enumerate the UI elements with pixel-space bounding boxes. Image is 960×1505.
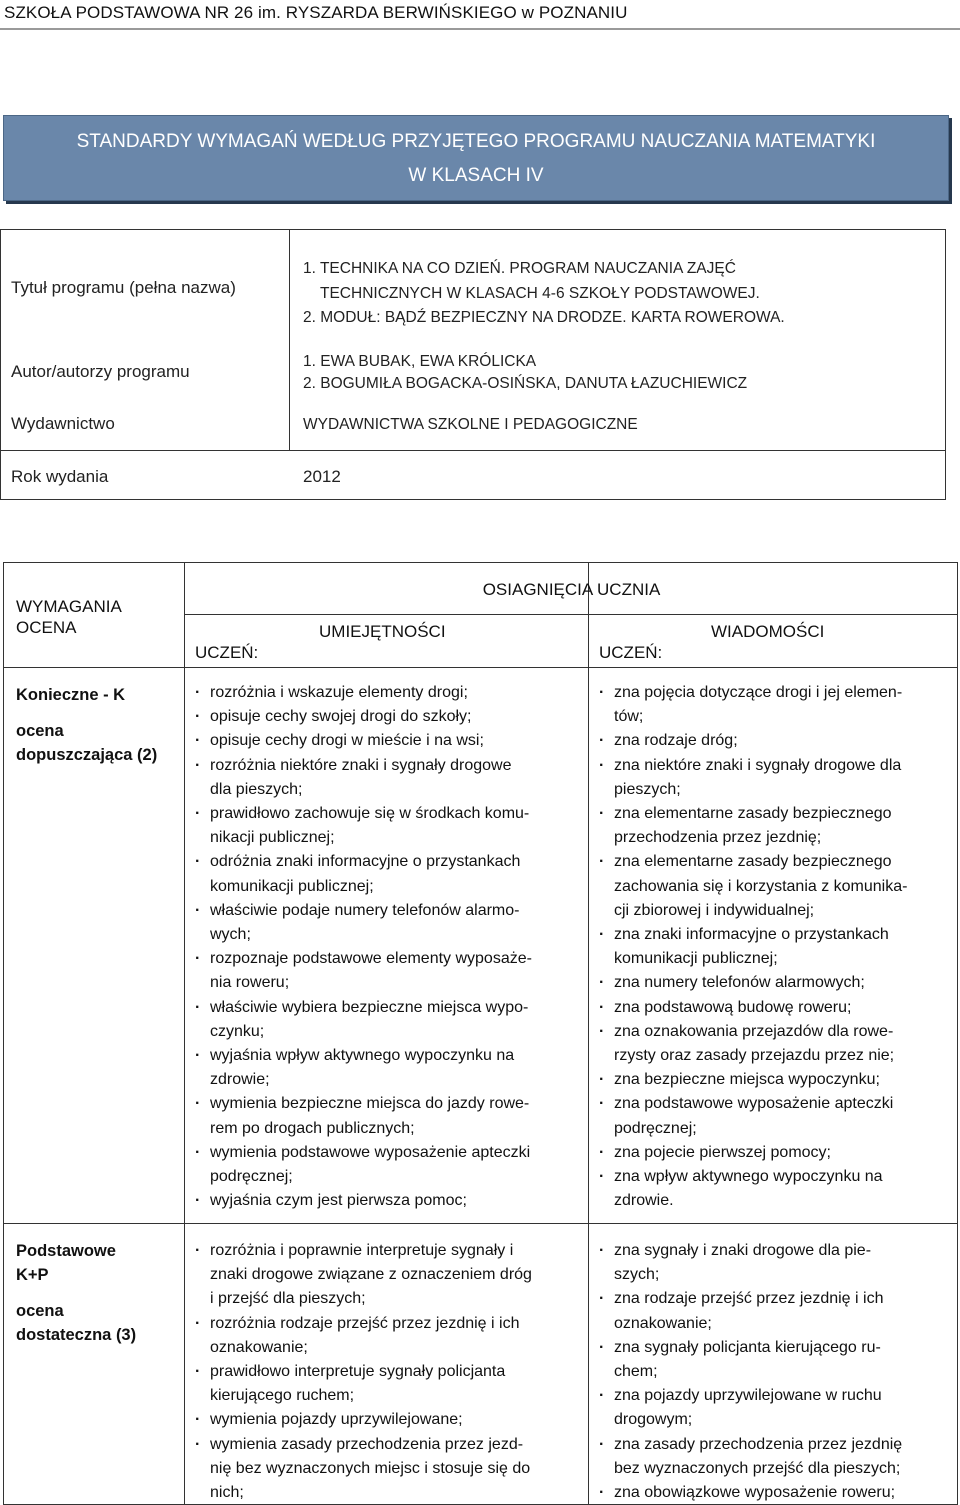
author-line: 2. BOGUMIŁA BOGACKA-OSIŃSKA, DANUTA ŁAZUCHIEWICZ	[303, 375, 748, 392]
knowledge-item: · zna sygnały policjanta kierującego ru-	[598, 1336, 953, 1360]
knowledge-item: · zna zasady przechodzenia przez jezdnię	[598, 1433, 953, 1457]
grade-line: ocena	[16, 722, 64, 740]
skill-item: · wymienia pojazdy uprzywilejowane;	[194, 1408, 586, 1432]
level-name: Podstawowe	[16, 1242, 116, 1260]
requirements-table	[3, 562, 958, 1505]
knowledge-item: oznakowanie;	[614, 1314, 712, 1332]
skills-list-k	[194, 681, 586, 1213]
knowledge-item: · zna pojęcia dotyczące drogi i jej elemen-	[598, 681, 953, 705]
skill-item: · wymienia bezpieczne miejsca do jazdy rowe-	[194, 1092, 586, 1116]
skill-item: nia roweru;	[210, 974, 290, 992]
knowledge-item: · zna podstawową budowę roweru;	[598, 996, 953, 1020]
knowledge-item: zdrowie.	[614, 1192, 674, 1210]
skill-item: · wyjaśnia czym jest pierwsza pomoc;	[194, 1189, 586, 1213]
title-banner	[3, 115, 949, 201]
authors-label: Autor/autorzy programu	[11, 362, 190, 381]
year-value: 2012	[303, 467, 341, 486]
knowledge-item: · zna sygnały i znaki drogowe dla pie-	[598, 1239, 953, 1263]
knowledge-item: przechodzenia przez jezdnię;	[614, 829, 822, 847]
authors-value	[303, 351, 747, 395]
skill-item: · odróżnia znaki informacyjne o przystankach	[194, 850, 586, 874]
skill-item: oznakowanie;	[210, 1338, 308, 1356]
divider	[588, 563, 589, 1504]
skill-item: zdrowie;	[210, 1071, 270, 1089]
knowledge-item: · zna numery telefonów alarmowych;	[598, 971, 953, 995]
grade-line: dopuszczająca (2)	[16, 746, 158, 764]
knowledge-item: drogowym;	[614, 1411, 693, 1429]
knowledge-item: · zna rodzaje przejść przez jezdnię i ich	[598, 1287, 953, 1311]
header-line: OCENA	[16, 618, 77, 637]
divider	[184, 563, 185, 1504]
knowledge-item: · zna elementarne zasady bezpiecznego	[598, 802, 953, 826]
level-cell-kp	[16, 1239, 136, 1347]
knowledge-item: · zna bezpieczne miejsca wypoczynku;	[598, 1068, 953, 1092]
knowledge-item: · zna oznakowania przejazdów dla rowe-	[598, 1020, 953, 1044]
divider	[289, 230, 290, 450]
knowledge-item: szych;	[614, 1266, 660, 1284]
skill-item: · opisuje cechy swojej drogi do szkoły;	[194, 705, 586, 729]
knowledge-item: · zna znaki informacyjne o przystankach	[598, 923, 953, 947]
grade-line: ocena	[16, 1302, 64, 1320]
divider	[4, 667, 957, 668]
title-line: TECHNICZNYCH W KLASACH 4-6 SZKOŁY PODSTAWOWEJ.	[320, 284, 760, 302]
skill-item: znaki drogowe związane z oznaczeniem dróg	[210, 1266, 532, 1284]
knowledge-header: WIADOMOŚCI	[711, 622, 825, 641]
skill-item: dla pieszych;	[210, 780, 303, 798]
requirements-header	[16, 596, 122, 638]
uczen-label-knowledge: UCZEŃ:	[599, 643, 663, 662]
knowledge-item: komunikacji publicznej;	[614, 950, 778, 968]
skill-item: wych;	[210, 926, 251, 944]
knowledge-item: · zna elementarne zasady bezpiecznego	[598, 850, 953, 874]
achievements-header: OSIAGNIĘCIA UCZNIA	[482, 580, 661, 599]
author-line: 1. EWA BUBAK, EWA KRÓLICKA	[303, 353, 537, 370]
grade-line: dostateczna (3)	[16, 1326, 137, 1344]
header-rule	[0, 28, 960, 30]
level-name: Konieczne - K	[16, 686, 126, 704]
skill-item: czynku;	[210, 1022, 265, 1040]
skills-header: UMIEJĘTNOŚCI	[319, 622, 446, 641]
knowledge-item: · zna podstawowe wyposażenie apteczki	[598, 1092, 953, 1116]
skill-item: · właściwie podaje numery telefonów alarmo-	[194, 899, 586, 923]
skill-item: · wyjaśnia wpływ aktywnego wypoczynku na	[194, 1044, 586, 1068]
knowledge-item: chem;	[614, 1363, 658, 1381]
skill-item: · wymienia zasady przechodzenia przez jezd-	[194, 1433, 586, 1457]
knowledge-item: · zna obowiązkowe wyposażenie roweru;	[598, 1481, 953, 1505]
skill-item: kierującego ruchem;	[210, 1387, 355, 1405]
skill-item: rem po drogach publicznych;	[210, 1119, 415, 1137]
knowledge-item: cji zbiorowej i indywidualnej;	[614, 901, 815, 919]
school-name: SZKOŁA PODSTAWOWA NR 26 im. RYSZARDA BERWIŃSKIEGO w POZNANIU	[4, 3, 628, 22]
skill-item: · właściwie wybiera bezpieczne miejsca wypo-	[194, 996, 586, 1020]
knowledge-list-k	[598, 681, 953, 1213]
skill-item: · rozróżnia rodzaje przejść przez jezdnię i ich	[194, 1312, 586, 1336]
publisher-value: WYDAWNICTWA SZKOLNE I PEDAGOGICZNE	[303, 416, 638, 433]
title-value	[303, 257, 785, 331]
skill-item: nię bez wyznaczonych miejsc i stosuje się do	[210, 1459, 531, 1477]
title-line: 1. TECHNIKA NA CO DZIEŃ. PROGRAM NAUCZANIA ZAJĘĆ	[303, 260, 736, 277]
skill-item: · opisuje cechy drogi w mieście i na wsi;	[194, 729, 586, 753]
knowledge-item: zachowania się i korzystania z komunika-	[614, 877, 908, 895]
divider	[4, 1223, 957, 1224]
skill-item: · prawidłowo zachowuje się w środkach komu-	[194, 802, 586, 826]
knowledge-item: · zna niektóre znaki i sygnały drogowe dla	[598, 754, 953, 778]
skill-item: nikacji publicznej;	[210, 829, 335, 847]
title-label: Tytuł programu (pełna nazwa)	[11, 278, 236, 297]
skill-item: podręcznej;	[210, 1168, 293, 1186]
skills-list-kp	[194, 1239, 586, 1505]
knowledge-list-kp	[598, 1239, 953, 1505]
publisher-label: Wydawnictwo	[11, 414, 115, 433]
skill-item: i przejść dla pieszych;	[210, 1290, 366, 1308]
knowledge-item: rzysty oraz zasady przejazdu przez nie;	[614, 1047, 895, 1065]
divider	[184, 614, 957, 615]
skill-item: · rozróżnia i wskazuje elementy drogi;	[194, 681, 586, 705]
knowledge-item: pieszych;	[614, 780, 681, 798]
skill-item: komunikacji publicznej;	[210, 877, 374, 895]
divider	[1, 450, 945, 451]
skill-item: · prawidłowo interpretuje sygnały policjanta	[194, 1360, 586, 1384]
knowledge-item: · zna pojazdy uprzywilejowane w ruchu	[598, 1384, 953, 1408]
knowledge-item: tów;	[614, 708, 644, 726]
skill-item: · rozpoznaje podstawowe elementy wyposaże-	[194, 947, 586, 971]
skill-item: nich;	[210, 1484, 244, 1502]
skill-item: · rozróżnia niektóre znaki i sygnały drogowe	[194, 754, 586, 778]
knowledge-item: · zna rodzaje dróg;	[598, 729, 953, 753]
banner-line-1: STANDARDY WYMAGAŃ WEDŁUG PRZYJĘTEGO PROGRAMU NAUCZANIA MATEMATYKI	[76, 131, 876, 152]
level-name: K+P	[16, 1266, 49, 1284]
skill-item: · rozróżnia i poprawnie interpretuje sygnały i	[194, 1239, 586, 1263]
knowledge-item: · zna wpływ aktywnego wypoczynku na	[598, 1165, 953, 1189]
banner-line-2: W KLASACH IV	[408, 165, 544, 186]
level-cell-k	[16, 683, 157, 767]
title-line: 2. MODUŁ: BĄDŹ BEZPIECZNY NA DRODZE. KARTA ROWEROWA.	[303, 309, 785, 326]
year-label: Rok wydania	[11, 467, 109, 486]
knowledge-item: · zna pojecie pierwszej pomocy;	[598, 1141, 953, 1165]
knowledge-item: podręcznej;	[614, 1119, 697, 1137]
uczen-label-skills: UCZEŃ:	[195, 643, 259, 662]
program-info-table	[0, 229, 946, 500]
skill-item: · wymienia podstawowe wyposażenie apteczki	[194, 1141, 586, 1165]
knowledge-item: bez wyznaczonych przejść dla pieszych;	[614, 1459, 901, 1477]
header-line: WYMAGANIA	[16, 597, 122, 616]
